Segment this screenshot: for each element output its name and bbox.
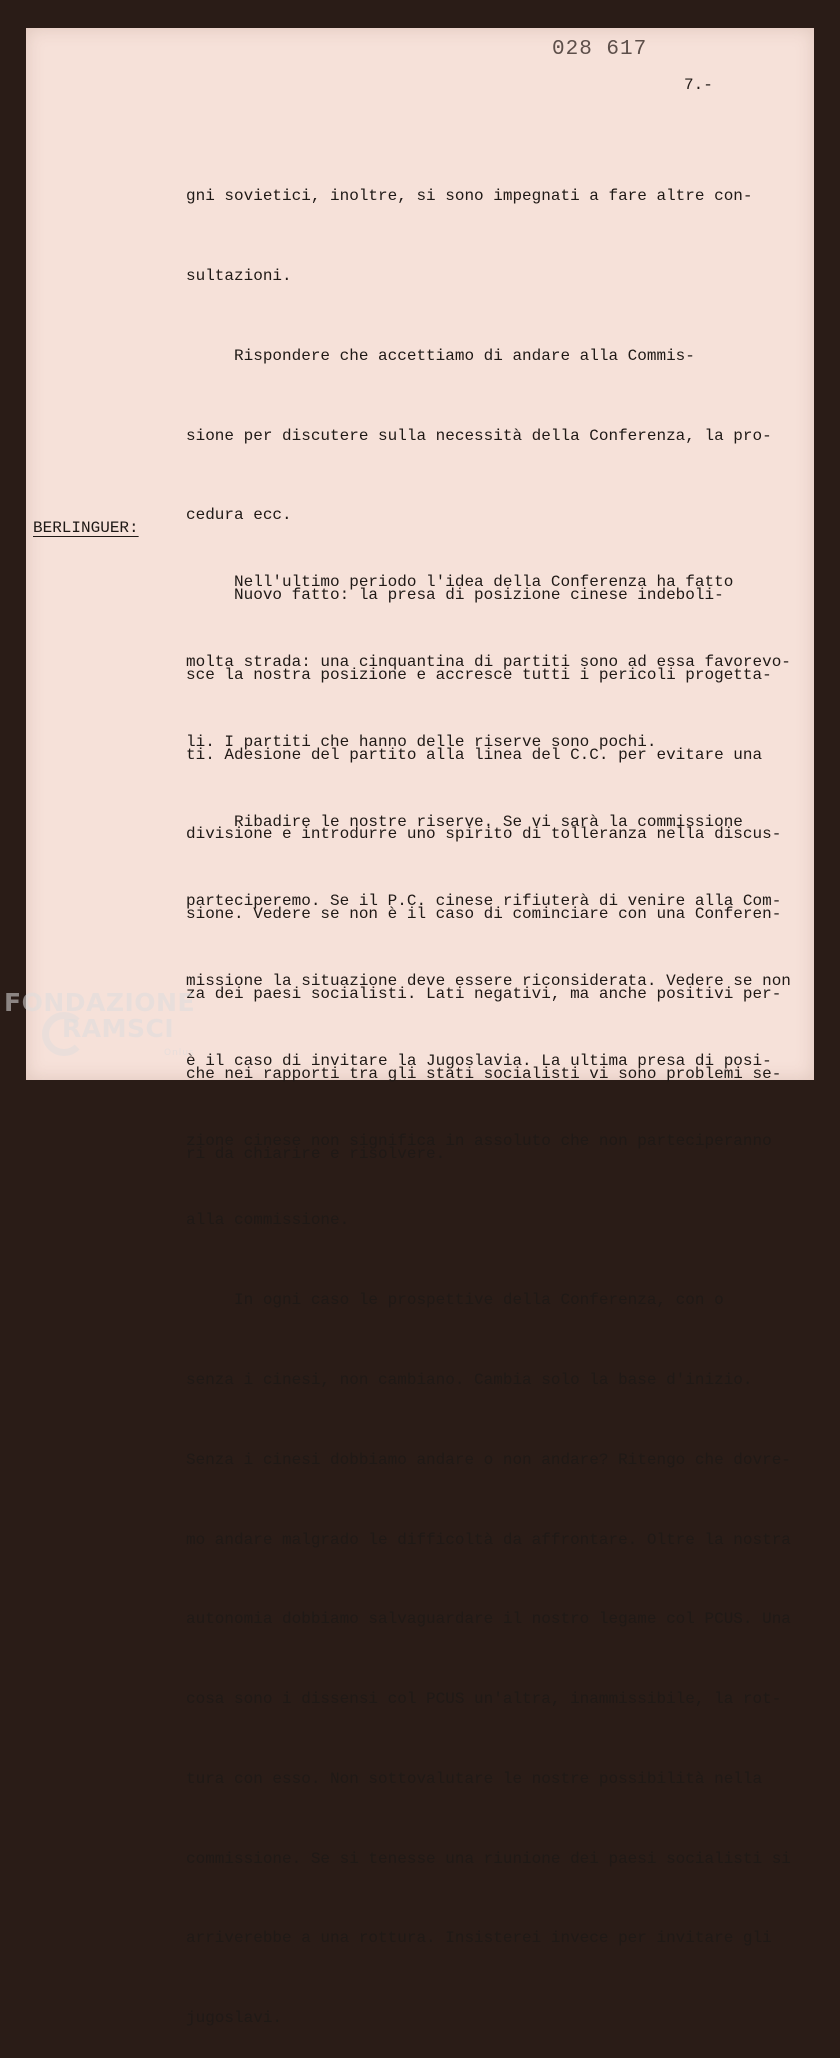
text-line: che nei rapporti tra gli stati socialisti vi sono problemi se- <box>186 1064 782 1083</box>
fondazione-gramsci-watermark <box>4 988 214 1078</box>
text-line: zione cinese non significa in assoluto che non parteciperanno <box>186 1131 772 1150</box>
text-line: za dei paesi socialisti. Lati negativi, ma anche positivi per- <box>186 985 782 1003</box>
text-line: sultazioni. <box>186 266 292 285</box>
text-line: ti. Adesione del partito alla linea del C.C. per evitare una <box>186 745 763 764</box>
speaker-label: BERLINGUER: <box>33 519 139 537</box>
text-line: missione la situazione deve essere riconsiderata. Vedere se non <box>186 972 791 991</box>
text-line: tura con esso. Non sottovalutare le nostre possibilità nella <box>186 1769 763 1788</box>
text-line: Ribadire le nostre riserve. Se vi sarà la commissione <box>186 812 743 831</box>
text-line: parteciperemo. Se il P.C. cinese rifiuterà di venire alla Com- <box>186 892 782 911</box>
text-line: Nell'ultimo periodo l'idea della Conferenza ha fatto <box>186 573 734 592</box>
text-line: sce la nostra posizione e accresce tutti i pericoli progetta- <box>186 665 772 684</box>
text-line: In ogni caso le prospettive della Conferenza, con o <box>186 1291 724 1310</box>
text-line: jugoslavi. <box>186 2009 283 2028</box>
text-line: divisione e introdurre uno spirito di tolleranza nella discus- <box>186 825 782 844</box>
text-line: commissione. Se si tenesse una riunione dei paesi socialisti si <box>186 1849 791 1868</box>
text-line: arriverebbe a una rottura. Insisterei invece per invitare gli <box>186 1929 772 1948</box>
text-line: mo andare malgrado le difficoltà da affrontare. Oltre la nostra <box>186 1530 791 1549</box>
text-line: ri da chiarire e risolvere. <box>186 1144 446 1163</box>
text-line: Nuovo fatto: la presa di posizione cinese indeboli- <box>186 586 724 605</box>
text-line: Rispondere che accettiamo di andare alla Commis- <box>186 346 695 365</box>
text-line: cosa sono i dissensi col PCUS un'altra, inammissibile, la rot- <box>186 1690 782 1709</box>
watermark-line-1: FONDAZIONE <box>4 988 196 1017</box>
text-block-2 <box>186 516 806 2058</box>
text-line: li. I partiti che hanno delle riserve sono pochi. <box>186 732 657 751</box>
watermark-line-2: RAMSCI <box>62 1014 175 1043</box>
text-line: sione. Vedere se non è il caso di cominciare con una Conferen- <box>186 905 782 924</box>
watermark-onlus: Onlus <box>164 1048 195 1058</box>
archive-number: 028 617 <box>552 38 648 61</box>
text-line: autonomia dobbiamo salvaguardare il nostro legame col PCUS. Una <box>186 1610 791 1629</box>
page-number: 7.- <box>684 76 713 94</box>
text-line: sione per discutere sulla necessità della Conferenza, la pro- <box>186 426 772 445</box>
text-line: gni sovietici, inoltre, si sono impegnati a fare altre con- <box>186 187 753 206</box>
text-line: Senza i cinesi dobbiamo andare o non andare? Ritengo che dovre- <box>186 1450 791 1469</box>
text-line: senza i cinesi, non cambiano. Cambia solo la base d'inizio. <box>186 1371 753 1389</box>
text-line: molta strada: una cinquantina di partiti sono ad essa favorevo- <box>186 652 791 671</box>
text-line: cedura ecc. <box>186 506 292 525</box>
text-line: alla commissione. <box>186 1211 350 1230</box>
text-line: è il caso di invitare la Jugoslavia. La ultima presa di posi- <box>186 1051 772 1070</box>
